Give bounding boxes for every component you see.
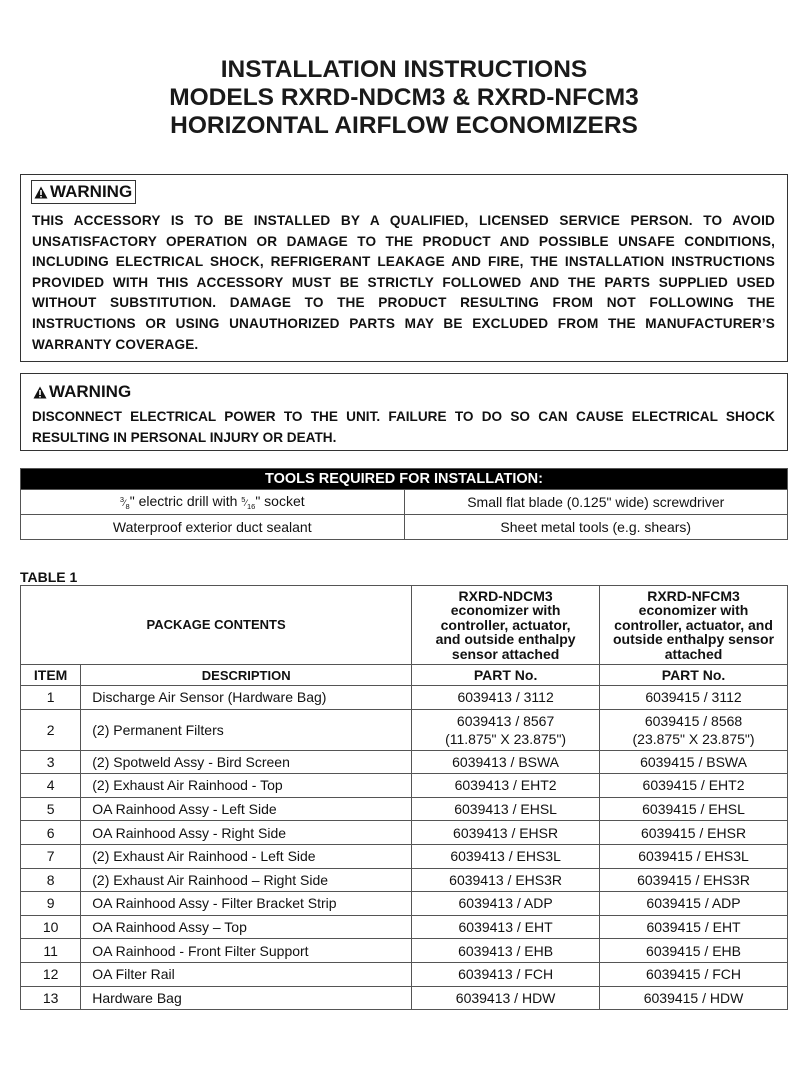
part-number-b: 6039415 / BSWA <box>600 750 788 774</box>
table-row <box>21 709 788 750</box>
table-row <box>21 844 788 868</box>
table-row <box>21 686 788 710</box>
warning-box-power <box>20 373 788 451</box>
part-number-a: 6039413 / EHS3R <box>412 868 600 892</box>
part-number-b: 6039415 / EHT2 <box>600 774 788 798</box>
warning-triangle-icon <box>33 386 47 399</box>
part-number-a: 6039413 / EHSL <box>412 797 600 821</box>
warning-label: WARNING <box>49 382 132 401</box>
table-1-label: TABLE 1 <box>20 569 78 585</box>
fraction-five-sixteenths: $^5⁄_{16}$ <box>241 494 256 511</box>
table-row <box>21 962 788 986</box>
table-row <box>21 797 788 821</box>
table-row <box>21 939 788 963</box>
item-number: 5 <box>21 797 81 821</box>
part-no-header-b: PART No. <box>600 665 788 686</box>
part-number-a: 6039413 / EHSR <box>412 821 600 845</box>
part-number-b: 6039415 / FCH <box>600 962 788 986</box>
item-description: OA Rainhood Assy - Right Side <box>81 821 412 845</box>
part-number-a: 6039413 / HDW <box>412 986 600 1010</box>
item-description: (2) Exhaust Air Rainhood - Top <box>81 774 412 798</box>
part-number-a: 6039413 / EHS3L <box>412 844 600 868</box>
tools-header: TOOLS REQUIRED FOR INSTALLATION: <box>21 469 788 490</box>
document-title <box>0 56 808 140</box>
table-row <box>21 774 788 798</box>
item-number: 2 <box>21 709 81 750</box>
parts-rows <box>21 686 788 1010</box>
title-line-3: HORIZONTAL AIRFLOW ECONOMIZERS <box>170 112 638 139</box>
warning-box-installer <box>20 174 788 362</box>
description-column-header: DESCRIPTION <box>81 665 412 686</box>
part-number-b: 6039415 / EHS3L <box>600 844 788 868</box>
item-number: 11 <box>21 939 81 963</box>
item-number: 8 <box>21 868 81 892</box>
item-description: OA Filter Rail <box>81 962 412 986</box>
item-description: (2) Permanent Filters <box>81 709 412 750</box>
item-number: 10 <box>21 915 81 939</box>
part-number-b: 6039415 / EHS3R <box>600 868 788 892</box>
part-number-b: 6039415 / 8568 (23.875" X 23.875") <box>600 709 788 750</box>
item-number: 1 <box>21 686 81 710</box>
part-number-b: 6039415 / EHT <box>600 915 788 939</box>
table-row <box>21 892 788 916</box>
item-number: 3 <box>21 750 81 774</box>
model-ndcm3-header: RXRD-NDCM3 economizer with controller, actuator, and outside enthalpy sensor attached <box>412 586 600 665</box>
item-number: 7 <box>21 844 81 868</box>
item-number: 6 <box>21 821 81 845</box>
part-number-b: 6039415 / ADP <box>600 892 788 916</box>
item-description: Discharge Air Sensor (Hardware Bag) <box>81 686 412 710</box>
warning-text: THIS ACCESSORY IS TO BE INSTALLED BY A QUALIFIED, LICENSED SERVICE PERSON. TO AVOID UNSATISFACTORY OPERATION OR DAMAGE TO THE PRODUCT AND POSSIBLE UNSAFE CONDITIONS, INCLUDING ELECTRICAL SHOCK, REFRIGERANT LEAKAGE AND FIRE, THE INSTALLATION INSTRUCTIONS PROVIDED WITH THIS ACCESSORY MUST BE STRICTLY FOLLOWED AND THE PARTS SUPPLIED USED WITHOUT SUBSTITUTION. DAMAGE TO THE PRODUCT RESULTING FROM NOT FOLLOWING THE INSTRUCTIONS OR USING UNAUTHORIZED PARTS MAY BE EXCLUDED FROM THE MANUFACTURER’S WARRANTY COVERAGE. <box>32 213 775 352</box>
table-row <box>21 750 788 774</box>
item-description: (2) Exhaust Air Rainhood - Left Side <box>81 844 412 868</box>
model-nfcm3-header: RXRD-NFCM3 economizer with controller, actuator, and outside enthalpy sensor attached <box>600 586 788 665</box>
warning-header <box>31 180 136 204</box>
part-number-a: 6039413 / 8567 (11.875" X 23.875") <box>412 709 600 750</box>
item-number: 4 <box>21 774 81 798</box>
item-description: (2) Exhaust Air Rainhood – Right Side <box>81 868 412 892</box>
title-line-2: MODELS RXRD-NDCM3 & RXRD-NFCM3 <box>169 84 639 111</box>
tool-duct-sealant: Waterproof exterior duct sealant <box>21 515 405 540</box>
item-description: OA Rainhood Assy - Filter Bracket Strip <box>81 892 412 916</box>
part-number-b: 6039415 / EHSR <box>600 821 788 845</box>
part-number-a: 6039413 / FCH <box>412 962 600 986</box>
part-number-b: 6039415 / EHSL <box>600 797 788 821</box>
part-number-b: 6039415 / EHB <box>600 939 788 963</box>
part-number-b: 6039415 / 3112 <box>600 686 788 710</box>
item-number: 12 <box>21 962 81 986</box>
part-no-header-a: PART No. <box>412 665 600 686</box>
tool-screwdriver: Small flat blade (0.125" wide) screwdriver <box>404 490 788 515</box>
table-row <box>21 986 788 1010</box>
title-line-1: INSTALLATION INSTRUCTIONS <box>220 56 588 83</box>
table-row <box>21 915 788 939</box>
item-description: (2) Spotweld Assy - Bird Screen <box>81 750 412 774</box>
part-number-a: 6039413 / BSWA <box>412 750 600 774</box>
tool-electric-drill: $^3⁄_8$" electric drill with $^5⁄_{16}$" socket <box>21 490 405 515</box>
warning-header <box>31 380 133 404</box>
item-description: OA Rainhood Assy - Left Side <box>81 797 412 821</box>
fraction-three-eighths: $^3⁄_8$ <box>119 494 130 511</box>
item-description: OA Rainhood Assy – Top <box>81 915 412 939</box>
part-number-a: 6039413 / EHT2 <box>412 774 600 798</box>
item-number: 9 <box>21 892 81 916</box>
part-number-a: 6039413 / ADP <box>412 892 600 916</box>
part-number-a: 6039413 / EHT <box>412 915 600 939</box>
package-contents-header: PACKAGE CONTENTS <box>21 586 412 665</box>
item-description: Hardware Bag <box>81 986 412 1010</box>
warning-text: DISCONNECT ELECTRICAL POWER TO THE UNIT. FAILURE TO DO SO CAN CAUSE ELECTRICAL SHOCK RESULTING IN PERSONAL INJURY OR DEATH. <box>32 409 775 445</box>
warning-triangle-icon <box>34 186 48 199</box>
item-number: 13 <box>21 986 81 1010</box>
warning-label: WARNING <box>50 182 133 201</box>
part-number-a: 6039413 / EHB <box>412 939 600 963</box>
table-row <box>21 821 788 845</box>
item-description: OA Rainhood - Front Filter Support <box>81 939 412 963</box>
part-number-b: 6039415 / HDW <box>600 986 788 1010</box>
part-number-a: 6039413 / 3112 <box>412 686 600 710</box>
package-contents-table <box>20 585 788 1010</box>
table-row <box>21 868 788 892</box>
tool-sheet-metal: Sheet metal tools (e.g. shears) <box>404 515 788 540</box>
item-column-header: ITEM <box>21 665 81 686</box>
tools-table <box>20 468 788 540</box>
